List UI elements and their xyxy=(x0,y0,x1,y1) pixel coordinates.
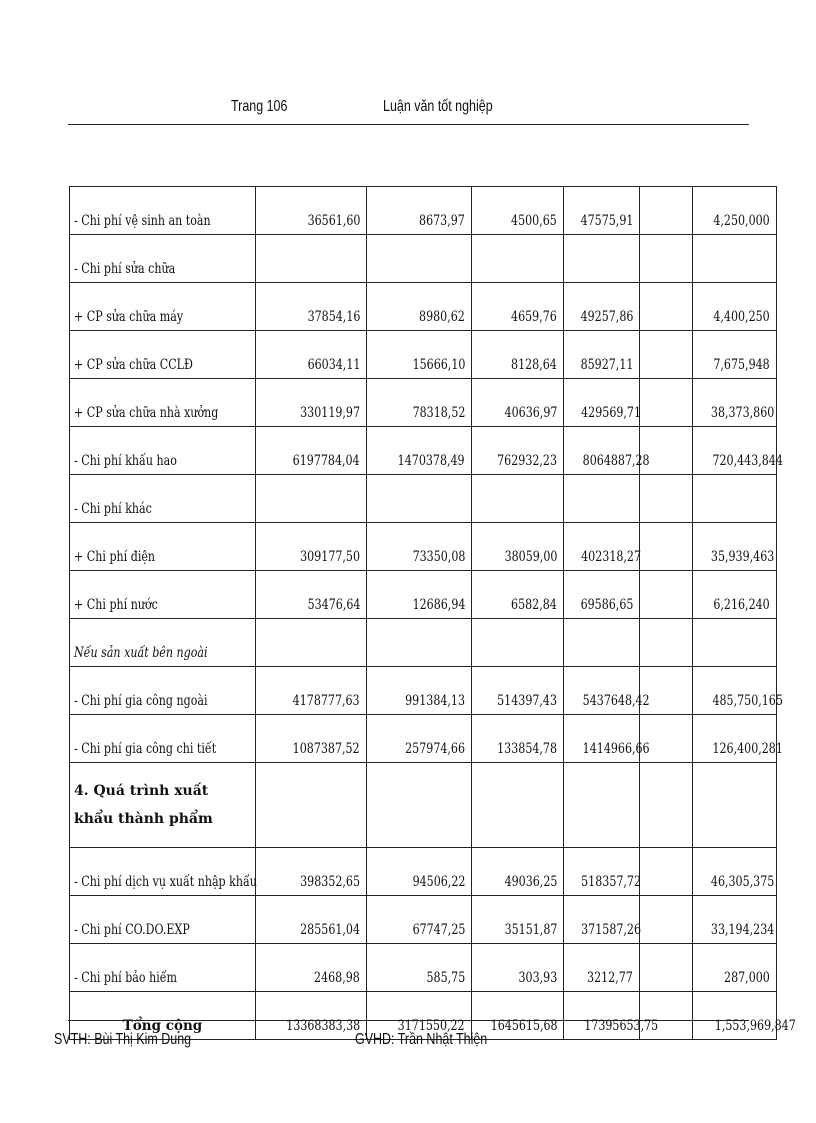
cell-col1: 36561,60 xyxy=(256,187,367,235)
cell-col6: 33,194,234 xyxy=(693,896,777,944)
document-title: Luận văn tốt nghiệp xyxy=(383,98,493,115)
cell-col6: 46,305,375 xyxy=(693,848,777,896)
cell-col1 xyxy=(256,619,367,667)
cell-col4: 1414966,66 xyxy=(564,715,640,763)
cell-col3: 514397,43 xyxy=(472,667,564,715)
table-row xyxy=(70,475,777,523)
cell-col5 xyxy=(640,763,693,848)
cell-col2: 8673,97 xyxy=(367,187,472,235)
cell-col3 xyxy=(472,475,564,523)
cell-col3: 1645615,68 xyxy=(472,992,564,1040)
cell-col1: 4178777,63 xyxy=(256,667,367,715)
cell-col3: 49036,25 xyxy=(472,848,564,896)
cell-col4: 429569,71 xyxy=(564,379,640,427)
table-row xyxy=(70,379,777,427)
row-label: Nếu sản xuất bên ngoài xyxy=(70,619,256,667)
cell-col6 xyxy=(693,763,777,848)
cell-col4: 85927,11 xyxy=(564,331,640,379)
cell-col5 xyxy=(640,379,693,427)
cost-table xyxy=(69,186,796,1040)
cell-col5 xyxy=(640,619,693,667)
cell-col2: 1470378,49 xyxy=(367,427,472,475)
cell-col5 xyxy=(640,571,693,619)
cell-col2 xyxy=(367,235,472,283)
cell-col4 xyxy=(564,475,640,523)
cell-col2: 585,75 xyxy=(367,944,472,992)
cell-col1: 13368383,38 xyxy=(256,992,367,1040)
cell-col2: 78318,52 xyxy=(367,379,472,427)
cell-col4 xyxy=(564,763,640,848)
cell-col2: 8980,62 xyxy=(367,283,472,331)
cell-col2 xyxy=(367,763,472,848)
advisor-name: GVHD: Trần Nhật Thiện xyxy=(355,1031,488,1048)
cell-col2: 94506,22 xyxy=(367,848,472,896)
cell-col4: 69586,65 xyxy=(564,571,640,619)
table-row xyxy=(70,715,777,763)
table-row xyxy=(70,235,777,283)
row-label: - Chi phí CO.DO.EXP xyxy=(70,896,256,944)
table-row xyxy=(70,283,777,331)
cell-col1: 37854,16 xyxy=(256,283,367,331)
cell-col6: 126,400,281 xyxy=(693,715,777,763)
cell-col1: 6197784,04 xyxy=(256,427,367,475)
row-label: + Chi phí điện xyxy=(70,523,256,571)
cell-col3: 6582,84 xyxy=(472,571,564,619)
cell-col5 xyxy=(640,235,693,283)
cell-col3: 303,93 xyxy=(472,944,564,992)
row-label: + CP sửa chữa CCLĐ xyxy=(70,331,256,379)
row-label: - Chi phí dịch vụ xuất nhập khẩu xyxy=(70,848,256,896)
cell-col2: 15666,10 xyxy=(367,331,472,379)
cell-col5 xyxy=(640,896,693,944)
cell-col1 xyxy=(256,235,367,283)
table-row xyxy=(70,331,777,379)
row-label: - Chi phí khấu hao xyxy=(70,427,256,475)
cell-col4: 49257,86 xyxy=(564,283,640,331)
cell-col5 xyxy=(640,475,693,523)
table-row xyxy=(70,667,777,715)
row-label: - Chi phí gia công chi tiết xyxy=(70,715,256,763)
cell-col6: 6,216,240 xyxy=(693,571,777,619)
cell-col2: 991384,13 xyxy=(367,667,472,715)
cell-col2: 12686,94 xyxy=(367,571,472,619)
row-label: - Chi phí gia công ngoài xyxy=(70,667,256,715)
cell-col1: 330119,97 xyxy=(256,379,367,427)
table-row xyxy=(70,187,777,235)
cell-col6: 1,553,969,847 xyxy=(693,992,777,1040)
table-row xyxy=(70,944,777,992)
cell-col6 xyxy=(693,475,777,523)
cell-col5 xyxy=(640,848,693,896)
cell-col6: 4,400,250 xyxy=(693,283,777,331)
cell-col3: 8128,64 xyxy=(472,331,564,379)
cell-col3: 4659,76 xyxy=(472,283,564,331)
cell-col5 xyxy=(640,283,693,331)
cell-col2: 67747,25 xyxy=(367,896,472,944)
cell-col1: 53476,64 xyxy=(256,571,367,619)
cell-col4: 17395653,75 xyxy=(564,992,640,1040)
row-label: - Chi phí khác xyxy=(70,475,256,523)
table-row xyxy=(70,571,777,619)
cell-col4: 8064887,28 xyxy=(564,427,640,475)
section-heading: 4. Quá trình xuất khẩu thành phẩm xyxy=(70,763,256,848)
cell-col4: 402318,27 xyxy=(564,523,640,571)
cell-col3: 133854,78 xyxy=(472,715,564,763)
cell-col6: 7,675,948 xyxy=(693,331,777,379)
row-label: - Chi phí vệ sinh an toàn xyxy=(70,187,256,235)
cell-col6: 35,939,463 xyxy=(693,523,777,571)
cell-col6 xyxy=(693,619,777,667)
table-row xyxy=(70,523,777,571)
cell-col1 xyxy=(256,475,367,523)
cell-col3 xyxy=(472,619,564,667)
cell-col3: 35151,87 xyxy=(472,896,564,944)
cell-col1: 398352,65 xyxy=(256,848,367,896)
cell-col6: 720,443,844 xyxy=(693,427,777,475)
cell-col1: 2468,98 xyxy=(256,944,367,992)
cell-col6: 4,250,000 xyxy=(693,187,777,235)
cell-col2 xyxy=(367,475,472,523)
table-row xyxy=(70,427,777,475)
cell-col4 xyxy=(564,235,640,283)
total-label: Tổng cộng xyxy=(70,992,256,1040)
row-label: - Chi phí sửa chữa xyxy=(70,235,256,283)
cell-col3 xyxy=(472,763,564,848)
cell-col3: 4500,65 xyxy=(472,187,564,235)
cell-col6: 287,000 xyxy=(693,944,777,992)
row-label: + CP sửa chữa máy xyxy=(70,283,256,331)
cell-col3: 40636,97 xyxy=(472,379,564,427)
cell-col3: 762932,23 xyxy=(472,427,564,475)
page-header xyxy=(68,96,749,125)
cell-col3 xyxy=(472,235,564,283)
cell-col4: 5437648,42 xyxy=(564,667,640,715)
cell-col5 xyxy=(640,944,693,992)
cell-col6 xyxy=(693,235,777,283)
table-row xyxy=(70,848,777,896)
table-row xyxy=(70,763,777,848)
cell-col1: 285561,04 xyxy=(256,896,367,944)
page-number: Trang 106 xyxy=(231,98,288,115)
cell-col4: 371587,26 xyxy=(564,896,640,944)
cell-col1: 1087387,52 xyxy=(256,715,367,763)
cell-col4: 47575,91 xyxy=(564,187,640,235)
cell-col2 xyxy=(367,619,472,667)
cell-col4: 3212,77 xyxy=(564,944,640,992)
cell-col3: 38059,00 xyxy=(472,523,564,571)
cell-col5 xyxy=(640,331,693,379)
cell-col2: 73350,08 xyxy=(367,523,472,571)
student-name: SVTH: Bùi Thị Kim Dung xyxy=(54,1031,192,1048)
cell-col4: 518357,72 xyxy=(564,848,640,896)
cell-col1: 309177,50 xyxy=(256,523,367,571)
cell-col2: 3171550,22 xyxy=(367,992,472,1040)
cell-col2: 257974,66 xyxy=(367,715,472,763)
cell-col5 xyxy=(640,523,693,571)
row-label: - Chi phí bảo hiểm xyxy=(70,944,256,992)
cell-col6: 485,750,165 xyxy=(693,667,777,715)
cell-col1 xyxy=(256,763,367,848)
cell-col4 xyxy=(564,619,640,667)
cell-col6: 38,373,860 xyxy=(693,379,777,427)
table-row xyxy=(70,896,777,944)
cell-col1: 66034,11 xyxy=(256,331,367,379)
cell-col5 xyxy=(640,187,693,235)
row-label: + CP sửa chữa nhà xưởng xyxy=(70,379,256,427)
row-label: + Chi phí nước xyxy=(70,571,256,619)
table-row xyxy=(70,619,777,667)
